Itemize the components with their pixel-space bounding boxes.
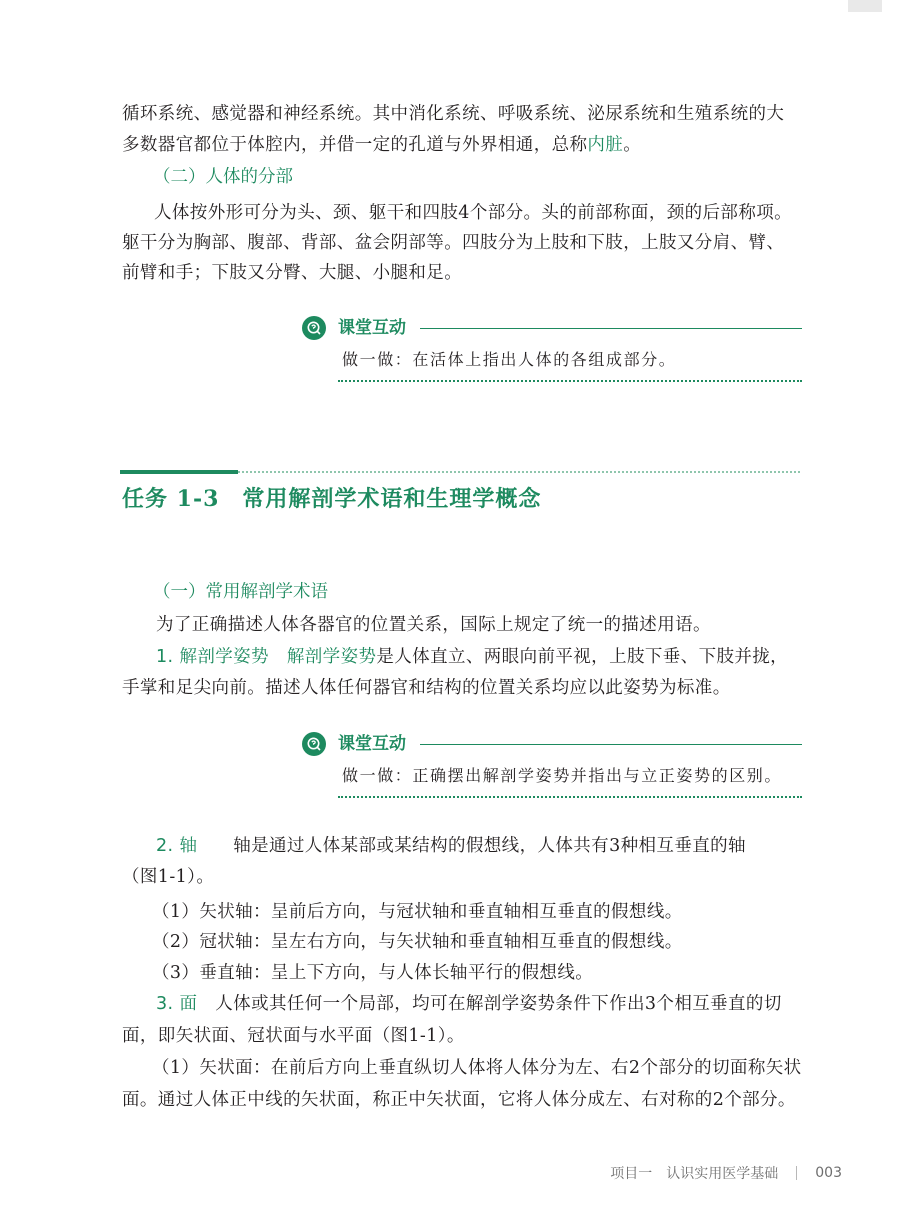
task-dotted-rule xyxy=(238,471,800,473)
axis-heading: 2. 轴 xyxy=(156,836,198,856)
task-title: 任务 1-3 常用解剖学术语和生理学概念 xyxy=(122,486,542,512)
section2-line3: 前臂和手；下肢又分臀、大腿、小腿和足。 xyxy=(122,263,463,283)
axis-item3: （3）垂直轴：呈上下方向，与人体长轴平行的假想线。 xyxy=(152,963,594,983)
footer-separator xyxy=(796,1166,797,1180)
plane-line2: 面，即矢状面、冠状面与水平面（图1-1）。 xyxy=(122,1026,465,1046)
interact-dotted-divider xyxy=(338,796,802,798)
page-number: 003 xyxy=(815,1165,842,1181)
pose-heading: 1. 解剖学姿势 xyxy=(156,647,269,667)
interact-box-2 xyxy=(302,732,802,802)
interact-title: 课堂互动 xyxy=(338,318,406,338)
section1-intro: 为了正确描述人体各器官的位置关系，国际上规定了统一的描述用语。 xyxy=(156,615,711,635)
para1-line2: 多数器官都位于体腔内，并借一定的孔道与外界相通，总称内脏。 xyxy=(122,135,642,155)
axis-line1: 2. 轴 轴是通过人体某部或某结构的假想线，人体共有3种相互垂直的轴 xyxy=(156,836,746,856)
section2-heading: （二）人体的分部 xyxy=(153,167,293,187)
axis-item2: （2）冠状轴：呈左右方向，与矢状轴和垂直轴相互垂直的假想线。 xyxy=(152,932,683,952)
footer-project: 项目一 认识实用医学基础 xyxy=(610,1166,779,1182)
interact-text: 做一做：正确摆出解剖学姿势并指出与立正姿势的区别。 xyxy=(342,766,783,785)
interact-rule xyxy=(420,744,802,745)
interact-box-1 xyxy=(302,316,802,386)
pose-term: 解剖学姿势 xyxy=(286,647,377,667)
axis-line2: （图1-1）。 xyxy=(122,867,215,887)
pose-line1: 1. 解剖学姿势 解剖学姿势是人体直立、两眼向前平视，上肢下垂、下肢并拢， xyxy=(156,647,789,667)
question-bubble-icon xyxy=(302,316,326,340)
pose-line2: 手掌和足尖向前。描述人体任何器官和结构的位置关系均应以此姿势为标准。 xyxy=(122,678,731,698)
interact-rule xyxy=(420,328,802,329)
corner-mark xyxy=(848,0,882,12)
interact-text: 做一做：在活体上指出人体的各组成部分。 xyxy=(342,350,677,369)
plane-item1-line1: （1）矢状面：在前后方向上垂直纵切人体将人体分为左、右2个部分的切面称矢状 xyxy=(152,1058,802,1078)
axis-item1: （1）矢状轴：呈前后方向，与冠状轴和垂直轴相互垂直的假想线。 xyxy=(152,902,683,922)
question-bubble-icon xyxy=(302,732,326,756)
section2-line2: 躯干分为胸部、腹部、背部、盆会阴部等。四肢分为上肢和下肢，上肢又分肩、臂、 xyxy=(122,233,785,253)
interact-title: 课堂互动 xyxy=(338,734,406,754)
para1-line1: 循环系统、感觉器和神经系统。其中消化系统、呼吸系统、泌尿系统和生殖系统的大 xyxy=(122,104,785,124)
interact-dotted-divider xyxy=(338,380,802,382)
section2-line1: 人体按外形可分为头、颈、躯干和四肢4个部分。头的前部称面，颈的后部称项。 xyxy=(154,203,793,223)
plane-heading: 3. 面 xyxy=(156,994,198,1014)
page-footer xyxy=(610,1163,842,1183)
plane-item1-line2: 面。通过人体正中线的矢状面，称正中矢状面，它将人体分成左、右对称的2个部分。 xyxy=(122,1090,796,1110)
plane-line1: 3. 面 人体或其任何一个局部，均可在解剖学姿势条件下作出3个相互垂直的切 xyxy=(156,994,782,1014)
section1-heading: （一）常用解剖学术语 xyxy=(153,582,328,602)
task-accent-bar xyxy=(120,470,238,474)
term-viscera: 内脏 xyxy=(587,135,624,155)
